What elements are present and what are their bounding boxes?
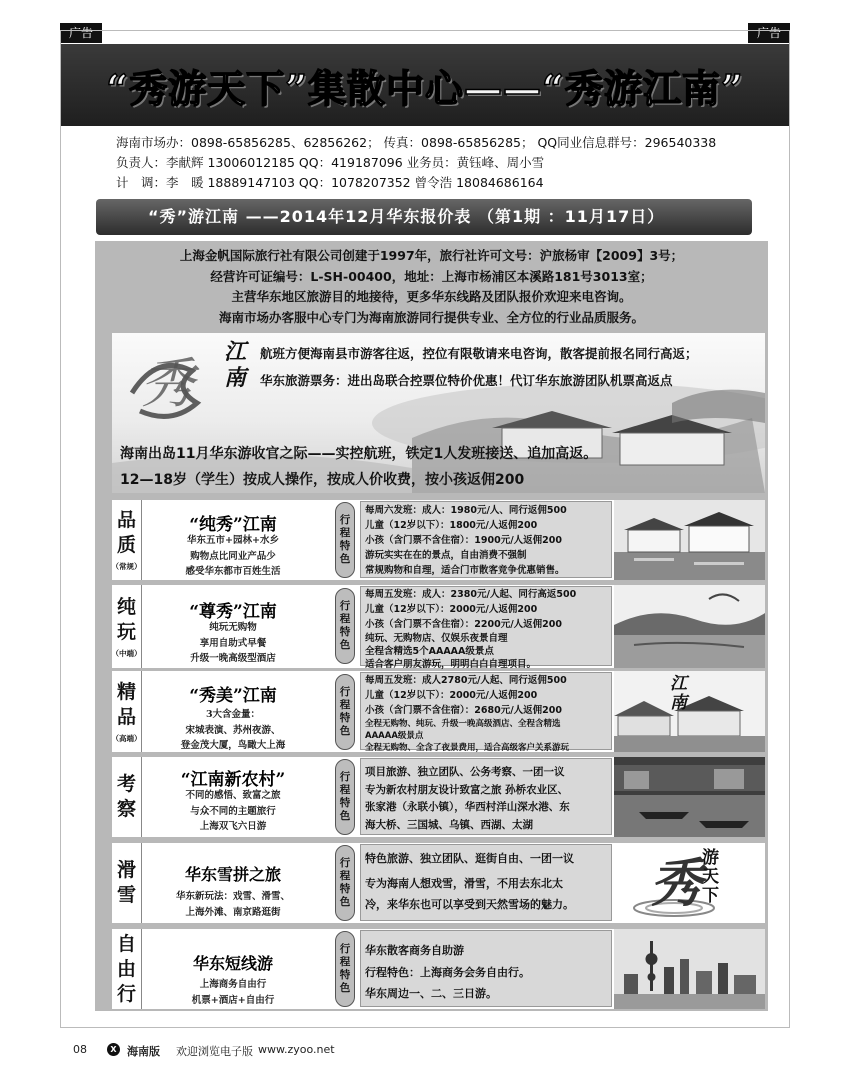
tour-row-chunwan (112, 585, 765, 668)
detail-line: 每周五发班：成人：2380元/人起、同行高返500 (365, 589, 577, 600)
photo-canal (614, 671, 765, 752)
category-label (112, 585, 142, 668)
trip-feature-badge (335, 931, 355, 1007)
detail-line: 海大桥、三国城、乌镇、西湖、太湖 (365, 818, 533, 831)
detail-line: 儿童（12岁以下）：1800元/人返佣200 (365, 520, 538, 531)
tour-title: 华东雪拼之旅 (184, 865, 281, 884)
category-name: 纯玩 (116, 595, 136, 643)
edition-label: 海南版 (127, 1045, 160, 1058)
tour-title: “秀美”江南 (189, 686, 277, 706)
detail-line: 小孩（含门票不含住宿）：2680元/人返佣200 (365, 705, 562, 716)
trip-feature-badge (335, 759, 355, 835)
detail-line: 全程无购物、纯玩、升级一晚高级酒店、全程含精选 (365, 719, 561, 729)
tour-sub-line: 华东五市+园林+水乡 (187, 535, 279, 546)
price-table-title: “秀”游江南 ——2014年12月华东报价表 （第1期 ：11月17日） (96, 199, 752, 235)
detail-line: 适合客户朋友游玩，明明白白自理项目。 (365, 659, 537, 670)
tour-sub-line: 升级一晚高级型酒店 (190, 653, 276, 664)
category-name: 自由行 (116, 932, 136, 1005)
tour-title: “纯秀”江南 (189, 515, 277, 535)
logo-text: 游天下 (702, 848, 719, 906)
tour-sub-line: 宋城表演、苏州夜游、 (185, 724, 281, 736)
detail-line: 儿童（12岁以下）：2000元/人返佣200 (365, 690, 538, 701)
scene-text-3: 海南出岛11月华东游收官之际——实控航班，铁定1人发班接送、追加高返。 (120, 446, 598, 462)
tour-sub-line: 登金茂大厦，鸟瞰大上海 (180, 740, 286, 751)
detail-line: 特色旅游、独立团队、逛街自由、一团一议 (365, 852, 574, 865)
banner (61, 44, 789, 126)
tour-sub-line: 纯玩无购物 (209, 622, 257, 633)
tour-subtitle (148, 889, 318, 920)
banner-title: “秀游天下”集散中心——“秀游江南” (106, 65, 744, 111)
xiu-calligraphy: 秀 (140, 352, 194, 415)
category-name: 考察 (116, 773, 136, 820)
detail-line: 全程无购物、全含了夜景费用，适合高级客户关系游玩 (365, 743, 570, 753)
tour-details (365, 503, 567, 578)
tour-details (365, 848, 574, 915)
tour-row-jingpin (112, 671, 765, 752)
detail-line: 张家港（永联小镇），华西村洋山深水港、东 (365, 801, 570, 813)
category-level: （中端） (111, 648, 142, 658)
photo-watertown (614, 500, 765, 580)
tour-details (365, 587, 576, 671)
detail-line: 冷，来华东也可以享受到天然雪场的魅力。 (365, 898, 574, 911)
tour-sub-line: 享用自助式早餐 (199, 637, 267, 649)
intro-line: 上海金帆国际旅行社有限公司创建于1997年，旅行社许可文号：沪旅杨审【2009】3号； (179, 248, 684, 263)
scene-text-4: 12—18岁（学生）按成人操作，按成人价收费，按小孩返佣200 (120, 472, 525, 488)
trip-feature-label: 行程特色 (339, 600, 351, 651)
detail-line: 儿童（12岁以下）：2000元/人返佣200 (365, 604, 538, 615)
company-intro (95, 246, 768, 328)
contact-line-3: 计 调：李 暖 18889147103 QQ：1078207352 曾令浩 18084686164 (116, 175, 544, 190)
contact-line-2: 负责人：李献辉 13006012185 QQ：419187096 业务员：黄钰峰、周小雪 (116, 155, 545, 170)
detail-line: 专为新农村朋友设计致富之旅 孙桥农业区、 (365, 783, 569, 796)
photo-shanghai-skyline (614, 929, 765, 1009)
jiangnan-scene (112, 333, 765, 493)
detail-line: 小孩（含门票不含住宿）：1900元/人返佣200 (365, 535, 562, 546)
tour-sub-line: 与众不同的主题旅行 (190, 805, 276, 817)
tour-sub-line: 不同的感悟、致富之旅 (185, 790, 281, 801)
category-label (112, 671, 142, 752)
contact-line-1: 海南市场办：0898-65856285、62856262； 传真：0898-65856285； QQ同业信息群号：296540338 (116, 135, 717, 150)
tour-subtitle (148, 620, 318, 667)
tour-subtitle (148, 977, 318, 1008)
detail-line: 全程含精选5个AAAAA级景点 (365, 646, 494, 657)
detail-line: 项目旅游、独立团队、公务考察、一团一议 (365, 766, 565, 778)
photo-lake (614, 585, 765, 668)
tour-details (365, 940, 530, 1005)
ad-label-left: 广告 (60, 23, 102, 43)
category-level: （高端） (111, 733, 142, 743)
tour-subtitle (148, 788, 318, 835)
detail-line: 小孩（含门票不含住宿）：2200元/人返佣200 (365, 619, 562, 630)
tour-title: 华东短线游 (192, 954, 273, 973)
tour-row-huaxue (112, 843, 765, 923)
page-number: 08 (73, 1043, 87, 1056)
detail-line: AAAAA级景点 (365, 731, 424, 741)
photo-boats (614, 757, 765, 837)
tour-subtitle (148, 533, 318, 580)
trip-feature-label: 行程特色 (339, 514, 351, 565)
tour-sub-line: 上海商务自由行 (199, 979, 267, 990)
trip-feature-badge (335, 845, 355, 921)
ad-label-right: 广告 (748, 23, 790, 43)
tour-row-pinzhi (112, 500, 765, 580)
tour-title: “尊秀”江南 (189, 602, 277, 622)
detail-line: 华东散客商务自助游 (365, 944, 464, 957)
detail-line: 游玩实实在在的景点，自由消费不强制 (365, 550, 527, 561)
tour-sub-line: 感受华东都市百姓生活 (185, 566, 281, 577)
category-label (112, 500, 142, 580)
zyoo-logo-icon: X (107, 1043, 120, 1056)
detail-line: 每周六发班：成人：1980元/人、同行返佣500 (365, 505, 567, 516)
intro-line: 主营华东地区旅游目的地接待，更多华东线路及团队报价欢迎来电咨询。 (231, 289, 632, 304)
tour-sub-line: 华东新玩法：戏雪、滑雪、 (175, 891, 290, 902)
footer-url[interactable]: www.zyoo.net (258, 1043, 335, 1056)
category-name: 精品 (116, 680, 136, 728)
tour-details (365, 673, 569, 754)
tour-sub-line: 购物点比同业产品少 (190, 550, 276, 562)
photo-jiangnan-seal: 江南 (670, 674, 687, 713)
intro-line: 经营许可证编号：L-SH-00400，地址：上海市杨浦区本溪路181号3013室； (210, 268, 653, 284)
footer-tagline: 欢迎浏览电子版 (176, 1045, 253, 1058)
trip-feature-label: 行程特色 (339, 943, 351, 994)
category-name: 品质 (116, 509, 136, 556)
intro-line: 海南市场办客服中心专门为海南旅游同行提供专业、全方位的行业品质服务。 (218, 309, 644, 325)
trip-feature-badge (335, 674, 355, 750)
tour-subtitle (148, 707, 318, 754)
trip-feature-label: 行程特色 (339, 771, 351, 822)
tour-sub-line: 上海双飞六日游 (199, 821, 267, 832)
detail-line: 专为海南人想戏雪，滑雪，不用去东北太 (365, 877, 563, 890)
detail-line: 每周五发班：成人2780元/人起、同行返佣500 (365, 675, 567, 686)
jiangnan-seal: 江南 (224, 339, 247, 391)
tour-title: “江南新农村” (180, 770, 286, 790)
tour-row-kaocha (112, 757, 765, 837)
tour-details (365, 764, 570, 834)
trip-feature-label: 行程特色 (339, 686, 351, 737)
trip-feature-badge (335, 502, 355, 578)
trip-feature-badge (335, 588, 355, 664)
scene-text-1: 航班方便海南县市游客往返，控位有限敬请来电咨询，散客提前报名同行高返； (260, 346, 698, 361)
tour-sub-line: 机票+酒店+自由行 (191, 994, 275, 1006)
trip-feature-label: 行程特色 (339, 857, 351, 908)
detail-line: 华东周边一、二、三日游。 (365, 987, 497, 1000)
tour-sub-line: 3大含金量： (205, 709, 261, 720)
detail-line: 行程特色：上海商务会务自由行。 (365, 965, 530, 979)
category-level: （常规） (111, 562, 142, 571)
category-label (112, 843, 142, 923)
category-label (112, 929, 142, 1009)
tour-sub-line: 上海外滩、南京路逛街 (185, 906, 281, 918)
detail-line: 纯玩、无购物店、仅娱乐夜景自理 (365, 633, 508, 644)
category-name: 滑雪 (116, 859, 136, 906)
logo-xiu-you-tianxia (614, 843, 765, 923)
logo-xiu-char: 秀 (650, 853, 703, 914)
detail-line: 常规购物和自理，适合门市散客竞争优惠销售。 (365, 565, 565, 576)
tour-row-ziyouxing (112, 929, 765, 1009)
category-label (112, 757, 142, 837)
scene-text-2: 华东旅游票务：进出岛联合控票位特价优惠！代订华东旅游团队机票高返点 (260, 373, 673, 388)
